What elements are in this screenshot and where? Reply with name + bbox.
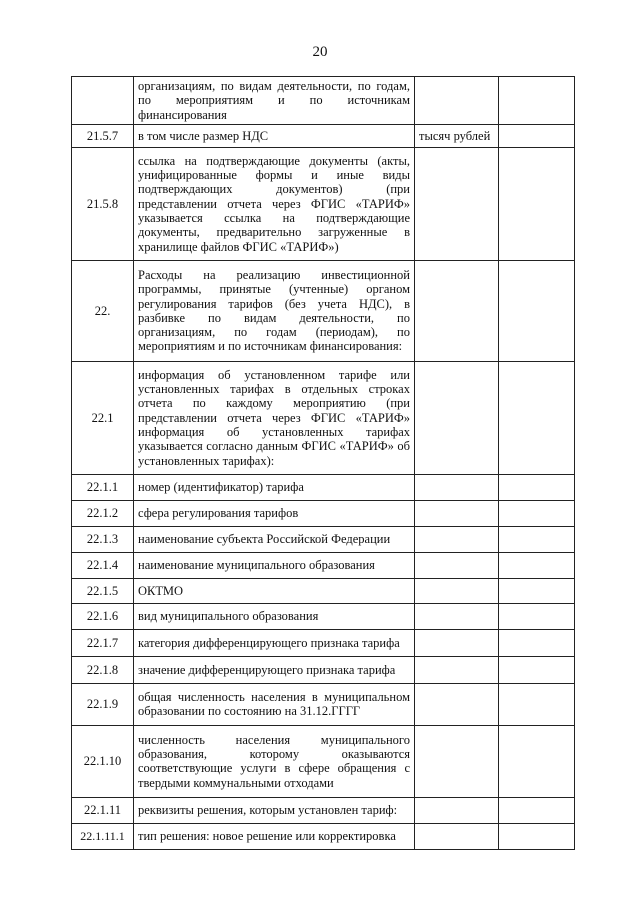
table-row (72, 797, 575, 823)
row-number: 22.1.5 (72, 578, 134, 603)
table-row (72, 474, 575, 500)
row-value (499, 603, 575, 629)
row-description: номер (идентификатор) тарифа (134, 474, 415, 500)
row-description: реквизиты решения, которым установлен тариф: (134, 797, 415, 823)
table-row (72, 260, 575, 361)
row-number: 22.1.2 (72, 500, 134, 526)
row-unit: тысяч рублей (415, 124, 499, 147)
row-unit (415, 725, 499, 797)
row-description: Расходы на реализацию инвестиционной программы, принятые (учтенные) органом регулирования тарифов (без учета НДС), в разбивке по видам деятельности, по организациям, по годам (периодам), по мероприятиям и по источникам финансирования: (134, 260, 415, 361)
row-unit (415, 656, 499, 683)
row-unit (415, 823, 499, 849)
row-value (499, 500, 575, 526)
row-description: в том числе размер НДС (134, 124, 415, 147)
row-number: 22.1.11.1 (72, 823, 134, 849)
table-row (72, 552, 575, 578)
row-value (499, 823, 575, 849)
row-description: значение дифференцирующего признака тарифа (134, 656, 415, 683)
row-value (499, 797, 575, 823)
row-value (499, 124, 575, 147)
row-value (499, 526, 575, 552)
row-number: 22.1.8 (72, 656, 134, 683)
row-description: ОКТМО (134, 578, 415, 603)
table-row (72, 147, 575, 260)
row-description: организациям, по видам деятельности, по годам, по мероприятиям и по источникам финансирования (134, 77, 415, 125)
row-number: 22.1.6 (72, 603, 134, 629)
row-unit (415, 629, 499, 656)
row-unit (415, 578, 499, 603)
row-number: 21.5.8 (72, 147, 134, 260)
row-number: 22.1.10 (72, 725, 134, 797)
row-value (499, 361, 575, 474)
row-number: 22.1.3 (72, 526, 134, 552)
table-row (72, 603, 575, 629)
table-row (72, 629, 575, 656)
row-value (499, 629, 575, 656)
row-value (499, 77, 575, 125)
row-description: тип решения: новое решение или корректировка (134, 823, 415, 849)
row-unit (415, 147, 499, 260)
report-table (71, 76, 575, 850)
table-row (72, 578, 575, 603)
row-number: 21.5.7 (72, 124, 134, 147)
row-description: информация об установленном тарифе или установленных тарифах в отдельных строках отчета по каждому мероприятию (при представлении отчета через ФГИС «ТАРИФ» информация об установленных тарифах указывается согласно данным ФГИС «ТАРИФ» об установленных тарифах): (134, 361, 415, 474)
row-value (499, 683, 575, 725)
table-row (72, 725, 575, 797)
row-number: 22.1 (72, 361, 134, 474)
row-number (72, 77, 134, 125)
row-description: ссылка на подтверждающие документы (акты, унифицированные формы и иные виды подтверждающих документов) (при представлении отчета через ФГИС «ТАРИФ» указывается ссылка на подтверждающие документы, предварительно загруженные в хранилище файлов ФГИС «ТАРИФ») (134, 147, 415, 260)
row-unit (415, 474, 499, 500)
row-value (499, 656, 575, 683)
row-value (499, 578, 575, 603)
row-value (499, 260, 575, 361)
table-row (72, 361, 575, 474)
table-row (72, 683, 575, 725)
row-description: численность населения муниципального образования, которому оказываются соответствующие услуги в сфере обращения с твердыми коммунальными отходами (134, 725, 415, 797)
row-value (499, 725, 575, 797)
row-description: наименование муниципального образования (134, 552, 415, 578)
row-description: общая численность населения в муниципальном образовании по состоянию на 31.12.ГГГГ (134, 683, 415, 725)
table-row (72, 124, 575, 147)
table-row (72, 500, 575, 526)
row-unit (415, 500, 499, 526)
row-value (499, 474, 575, 500)
row-description: наименование субъекта Российской Федерации (134, 526, 415, 552)
row-number: 22. (72, 260, 134, 361)
table-row (72, 823, 575, 849)
row-number: 22.1.1 (72, 474, 134, 500)
table-row (72, 656, 575, 683)
row-description: сфера регулирования тарифов (134, 500, 415, 526)
row-number: 22.1.4 (72, 552, 134, 578)
table-row (72, 526, 575, 552)
row-number: 22.1.9 (72, 683, 134, 725)
row-description: вид муниципального образования (134, 603, 415, 629)
row-unit (415, 260, 499, 361)
page-number: 20 (312, 44, 328, 60)
row-unit (415, 361, 499, 474)
row-value (499, 147, 575, 260)
row-number: 22.1.11 (72, 797, 134, 823)
row-unit (415, 526, 499, 552)
row-unit (415, 797, 499, 823)
row-value (499, 552, 575, 578)
table-row (72, 77, 575, 125)
row-unit (415, 603, 499, 629)
row-unit (415, 77, 499, 125)
row-description: категория дифференцирующего признака тарифа (134, 629, 415, 656)
row-unit (415, 683, 499, 725)
row-unit (415, 552, 499, 578)
row-number: 22.1.7 (72, 629, 134, 656)
